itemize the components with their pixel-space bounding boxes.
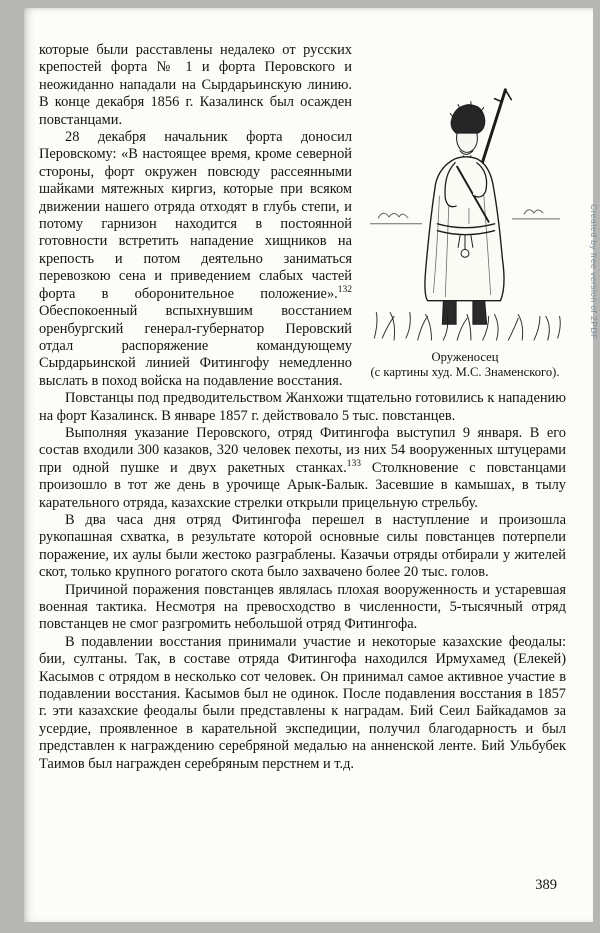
- text-body: [39, 42, 566, 862]
- paragraph: которые были расставлены недалеко от русских крепостей форта № 1 и форта Перовского и неожиданно нападали на Сырдарьинскую линию. В конце декабря 1856 г. Казалинск был осажден повстанцами.: [39, 42, 352, 128]
- page-number: 389: [535, 877, 557, 893]
- figure-caption-credit: (с картины худ. М.С. Знаменского).: [370, 365, 560, 379]
- paragraph: Повстанцы под предводительством Жанхожи тщательно готовились к нападению на форт Казалинск. В январе 1857 г. действовало 5 тыс. повстанцев.: [39, 390, 566, 424]
- paragraph: Выполняя указание Перовского, отряд Фитингофа выступил 9 января. В его состав входили 300 казаков, 320 человек пехоты, из них 54 вооруженных штуцерами при одной пушке и двух ракетных станках.$^{133}$ Столкновение с повстанцами произошло в тот же день в урочище Арык-Балык. Засевшие в камышах, в тылу карательного отряда, казахские стрелки открыли прицельную стрельбу.: [39, 424, 567, 511]
- footnote-ref: 132: [337, 284, 352, 295]
- figure-caption-title: Оруженосец: [431, 350, 499, 364]
- watermark-text: Created by free version of 2PDF: [589, 204, 599, 340]
- paragraph: В подавлении восстания принимали участие и некоторые казахские феодалы: бии, султаны. Так, в составе отряда Фитингофа находился Ирмухамед (Елекей) Касымов с отрядом в несколько сот человек. Он принимал самое активное участие в подавлении восстания. Касымов был не одинок. После подавления восстания в 1857 г. эти казахские феодалы были представлены к наградам. Бий Сеил Байкадамов за усердие, проявленное в карательной экспедиции, получил благодарность и был представлен к награждению серебряной медалью на анненской ленте. Бий Ульбубек Таимов был награжден серебряным перстнем и т.д.: [39, 633, 566, 772]
- paragraph: Причиной поражения повстанцев являлась плохая вооруженность и устаревшая военная тактика. Несмотря на превосходство в численности, 5-тысячный отряд повстанцев не смог разгромить небольшой отряд Фитингофа.: [39, 581, 566, 633]
- armorbearer-illustration: [366, 76, 564, 344]
- book-page: [24, 8, 593, 922]
- paragraph: 28 декабря начальник форта доносил Перовскому: «В настоящее время, кроме северной стороны, форт окружен повсюду рассеянными шайками мятежных киргиз, которые при всяком движении нашего отряда отходят в глубь степи, и потому гарнизон находится в постоянной готовности встретить нападение хищников на крепость и потом деятельно заниматься перевозкою сена и приведением слабых частей форта в оборонительное положение».$^{132}$ Обеспокоенный вспыхнувшим восстанием оренбургский генерал-губернатор Перовский отдал распоряжение командующему Сырдарьинской линией Фитингофу немедленно выслать в поход войска на подавление восстания.: [39, 129, 352, 389]
- figure-block: [364, 42, 566, 380]
- footnote-ref: 133: [346, 458, 362, 469]
- paragraph: В два часа дня отряд Фитингофа перешел в наступление и произошла рукопашная схватка, в результате которой основные силы повстанцев потерпели поражение, их аулы были жестоко разграблены. Казачьи отряды отбирали у жителей скот, только крупного рогатого скота было захвачено более 20 тыс. голов.: [39, 511, 566, 581]
